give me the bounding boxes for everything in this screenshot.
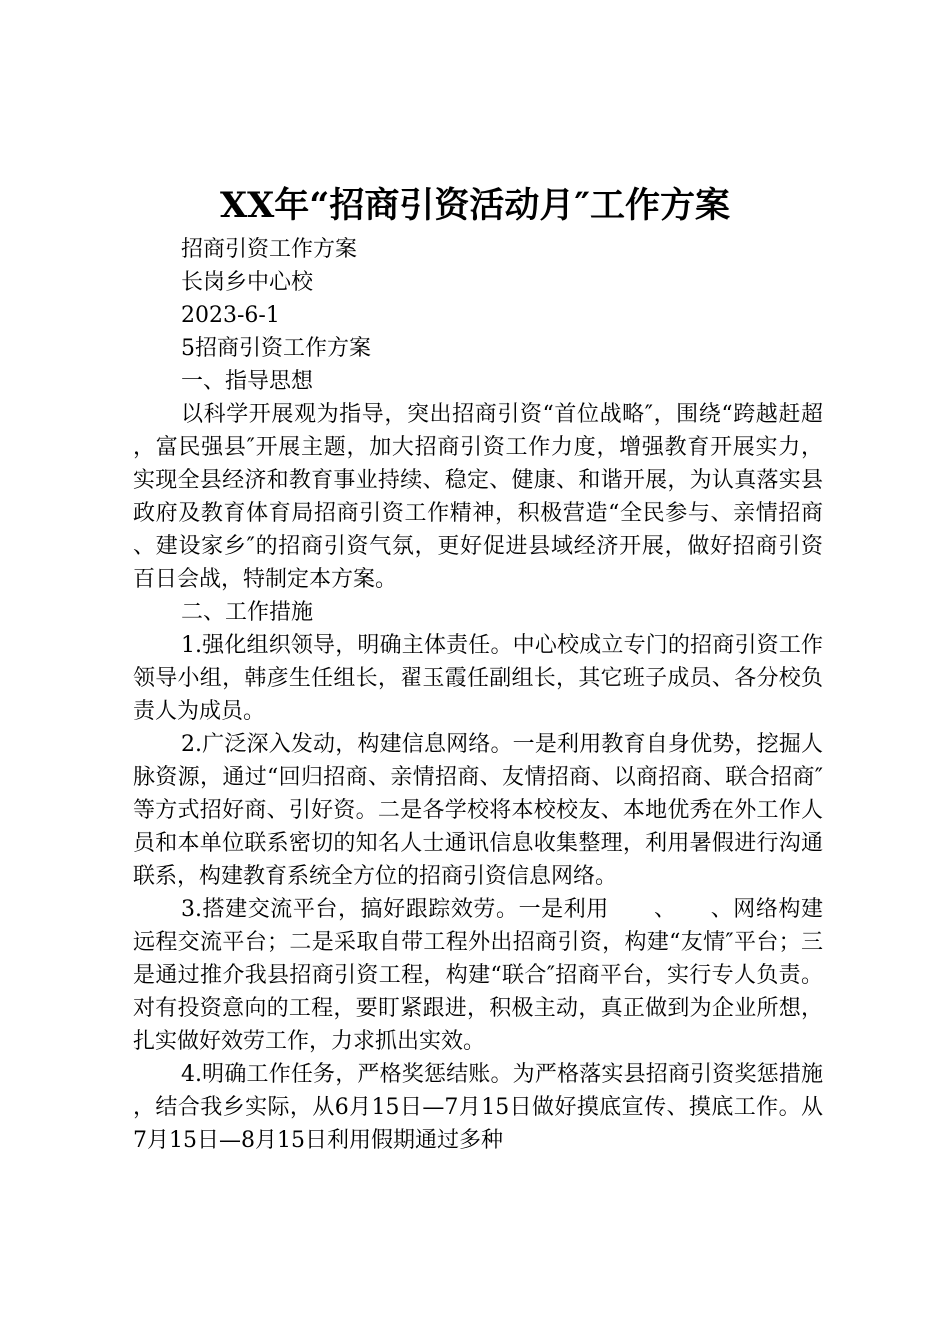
header-line-date: 2023-6-1 [181, 303, 280, 328]
section-heading-work-measures: 二、工作措施 [181, 600, 314, 625]
paragraph-measure-3: 3.搭建交流平台，搞好跟踪效劳。一是利用 、 、网络构建远程交流平台；二是采取自带工程外出招商引资，构建“友情″平台；三是通过推介我县招商引资工程，构建“联合″招商平台，实行专人负责。对有投资意向的工程，要盯紧跟进，积极主动，真正做到为企业所想，扎实做好效劳工作，力求抓出实效。 [133, 897, 823, 1054]
document-title: XX年“招商引资活动月″工作方案 [219, 185, 731, 226]
header-line-title: 招商引资工作方案 [181, 237, 358, 262]
paragraph-measure-4: 4.明确工作任务，严格奖惩结账。为严格落实县招商引资奖惩措施，结合我乡实际，从6月15日—7月15日做好摸底宣传、摸底工作。从7月15日—8月15日利用假期通过多种 [133, 1062, 824, 1153]
header-line-school: 长岗乡中心校 [181, 270, 314, 295]
paragraph-measure-2: 2.广泛深入发动，构建信息网络。一是利用教育自身优势，挖掘人脉资源，通过“回归招商、亲情招商、友情招商、以商招商、联合招商″等方式招好商、引好资。二是各学校将本校校友、本地优秀在外工作人员和本单位联系密切的知名人士通讯信息收集整理，利用暑假进行沟通联系，构建教育系统全方位的招商引资信息网络。 [133, 732, 823, 889]
section-heading-guiding-ideology: 一、指导思想 [181, 369, 314, 394]
paragraph-measure-1: 1.强化组织领导，明确主体责任。中心校成立专门的招商引资工作领导小组，韩彦生任组长，翟玉霞任副组长，其它班子成员、各分校负责人为成员。 [133, 633, 823, 724]
paragraph-guiding-ideology: 以科学开展观为指导，突出招商引资“首位战略″，围绕“跨越赶超，富民强县″开展主题，加大招商引资工作力度，增强教育开展实力，实现全县经济和教育事业持续、稳定、健康、和谐开展，为认真落实县政府及教育体育局招商引资工作精神，积极营造“全民参与、亲情招商、建设家乡″的招商引资气氛，更好促进县域经济开展，做好招商引资百日会战，特制定本方案。 [133, 402, 823, 592]
document-body [133, 233, 823, 1157]
header-line-subtitle: 5招商引资工作方案 [181, 336, 371, 361]
